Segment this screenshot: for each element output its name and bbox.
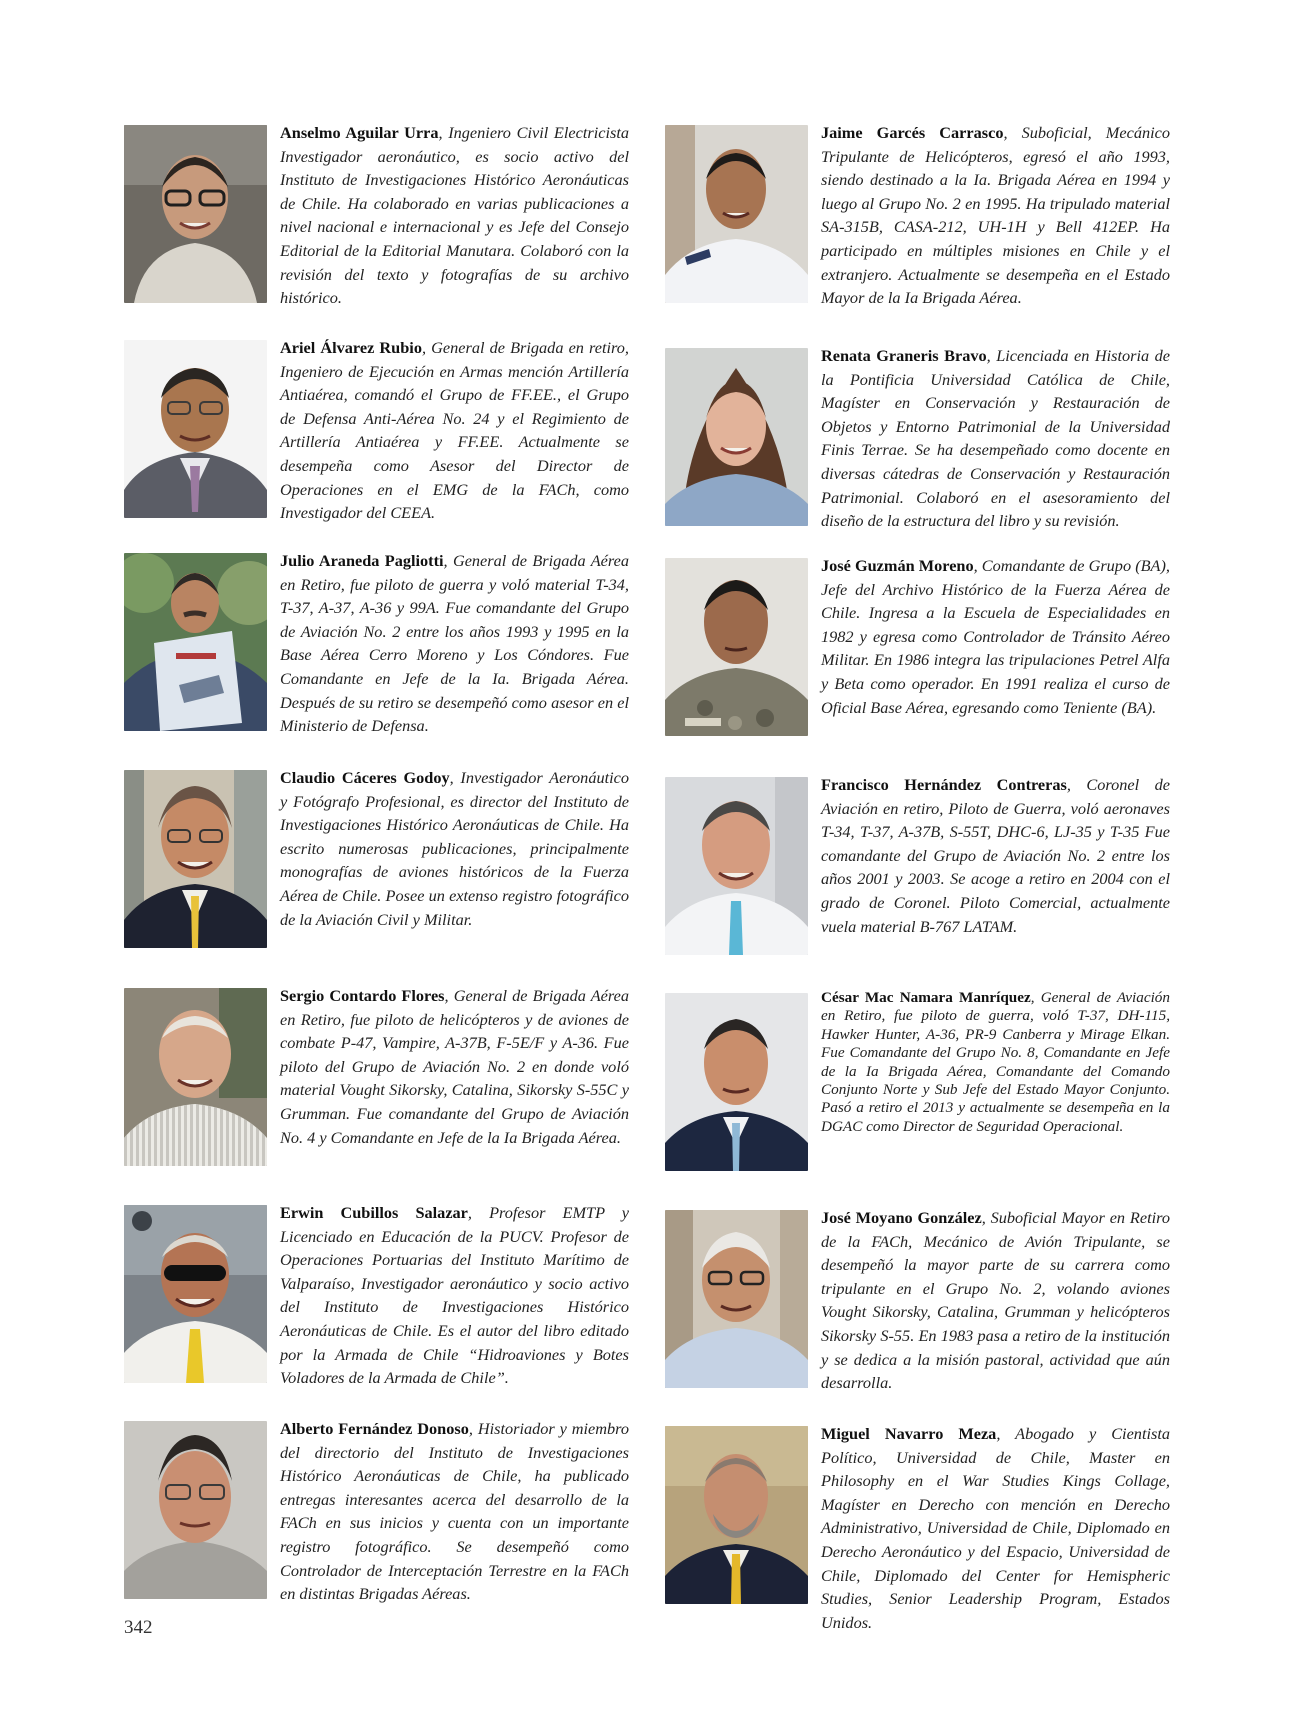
portrait-photo: [124, 340, 267, 518]
person-name: Renata Graneris Bravo: [821, 346, 987, 365]
person-description: Historiador y miembro del directorio del Instituto de Investigaciones Histórico Aeronáuticas de Chile, ha publicado entregas interesantes acerca del desarrollo de la FACh en sus inicios y cuenta con un importante registro fotográfico. Se desempeñó como Controlador de Interceptación Terrestre en la FACh en distintas Brigadas Aéreas.: [280, 1419, 630, 1604]
person-description: General de Brigada Aérea en Retiro, fue piloto de helicópteros y de aviones de combate P-47, Vampire, A-37B, F-5E/F y A-36. Fue piloto del Grupo de Aviación No. 2 en donde voló material Vought Sikorsky, Catalina, Sikorsky S-55C y Grumman. Fue comandante del Grupo de Aviación No. 4 y Comandante en Jefe de la Ia Brigada Aérea.: [280, 986, 629, 1147]
person-name: José Moyano González: [821, 1208, 982, 1227]
portrait-photo: [665, 1426, 808, 1604]
portrait-photo: [665, 777, 808, 955]
person-description: Profesor EMTP y Licenciado en Educación de la PUCV. Profesor de Operaciones Portuarias del Instituto Marítimo de Valparaíso, Investigador aeronáutico y socio activo del Instituto de Investigaciones Histórico Aeronáuticas de Chile. Es el autor del libro editado por la Armada de Chile “Hidroaviones y Botes Voladores de la Armada de Chile”.: [280, 1203, 630, 1388]
portrait-photo: [124, 553, 267, 731]
person-name: Julio Araneda Pagliotti: [280, 551, 444, 570]
person-name: Alberto Fernández Donoso: [280, 1419, 469, 1438]
person-description: Suboficial, Mecánico Tripulante de Helicópteros, egresó el año 1993, siendo destinado a la Ia. Brigada Aérea en 1994 y luego al Grupo No. 2 en 1995. Ha tripulado material SA-315B, CASA-212, UH-1H y Bell 412EP. Ha participado en múltiples misiones en Chile y el extranjero. Actualmente se desempeña en el Estado Mayor de la Ia Brigada Aérea.: [821, 123, 1170, 308]
portrait-photo: [124, 1421, 267, 1599]
person-description: Investigador Aeronáutico y Fotógrafo Profesional, es director del Instituto de Investigaciones Histórico Aeronáuticas de Chile. Ha escrito numerosas publicaciones, principalmente monografías de aviones históricos de la Fuerza Aérea de Chile. Posee un extenso registro fotográfico de la Aviación Civil y Militar.: [280, 768, 630, 929]
portrait-photo: [665, 125, 808, 303]
portrait-photo: [665, 993, 808, 1171]
portrait-photo: [124, 1205, 267, 1383]
person-description: Licenciada en Historia de la Pontificia Universidad Católica de Chile, Magíster en Conservación y Restauración de Objetos y Entorno Patrimonial de la Universidad Finis Terrae. Se ha desempeñado como docente en diversas cátedras de Conservación y Restauración Patrimonial. Colaboró en el asesoramiento del diseño de la estructura del libro y su revisión.: [821, 346, 1170, 531]
person-name: Sergio Contardo Flores: [280, 986, 445, 1005]
person-description: Abogado y Cientista Político, Universidad de Chile, Master en Philosophy en el War Studies Kings Collage, Magíster en Derecho con mención en Derecho Administrativo, Universidad de Chile, Diplomado en Derecho Aeronáutico y del Espacio, Universidad de Chile, Diplomado del Center for Hemispheric Studies, Senior Leadership Program, Estados Unidos.: [821, 1424, 1170, 1632]
page-number: 342: [124, 1617, 153, 1638]
person-description: Coronel de Aviación en retiro, Piloto de Guerra, voló aeronaves T-34, T-37, A-37B, S-55T, DHC-6, LJ-35 y T-35 Fue comandante del Grupo de Aviación No. 2 entre los años 2001 y 2003. Se acoge a retiro en 2004 con el grado de Coronel. Piloto Comercial, actualmente vuela material B-767 LATAM.: [821, 775, 1171, 936]
person-name: Francisco Hernández Contreras: [821, 775, 1067, 794]
portrait-photo: [124, 988, 267, 1166]
person-description: Ingeniero Civil Electricista Investigador aeronáutico, es socio activo del Instituto de Investigaciones Histórico Aeronáuticas de Chile. Ha colaborado en varias publicaciones a nivel nacional e internacional y es Jefe del Consejo Editorial de la Editorial Manutara. Colaboró con la revisión del texto y fotografías de su archivo histórico.: [280, 123, 629, 308]
person-name: Ariel Álvarez Rubio: [280, 338, 422, 357]
person-name: Claudio Cáceres Godoy: [280, 768, 450, 787]
person-name: Miguel Navarro Meza: [821, 1424, 997, 1443]
person-name: Erwin Cubillos Salazar: [280, 1203, 468, 1222]
person-name: Jaime Garcés Carrasco: [821, 123, 1004, 142]
person-description: Suboficial Mayor en Retiro de la FACh, Mecánico de Avión Tripulante, se desempeñó la mayor parte de su carrera como tripulante en el Grupo No. 2, volando aviones Vought Sikorsky, Catalina, Grumman y helicópteros Sikorsky S-55. En 1983 pasa a retiro de la institución y se dedica a la misión pastoral, actividad que aún desarrolla.: [821, 1208, 1170, 1393]
person-description: General de Aviación en Retiro, fue piloto de guerra, voló T-37, DH-115, Hawker Hunter, A-36, PR-9 Canberra y Mirage Elkan. Fue Comandante del Grupo No. 8, Comandante en Jefe de la Ia Brigada Aérea, Comandante del Comando Conjunto Norte y Sub Jefe del Estado Mayor Conjunto. Pasó a retiro el 2013 y actualmente se desempeña en la DGAC como Director de Seguridad Operacional.: [821, 989, 1170, 1135]
portrait-photo: [665, 1210, 808, 1388]
portrait-photo: [124, 770, 267, 948]
portrait-photo: [665, 558, 808, 736]
person-description: General de Brigada Aérea en Retiro, fue piloto de guerra y voló material T-34, T-37, A-37, A-36 y 99A. Fue comandante del Grupo de Aviación No. 2 entre los años 1993 y 1995 en la Base Aérea Cerro Moreno y Los Cóndores. Fue Comandante en Jefe de la Ia. Brigada Aérea. Después de su retiro se desempeñó como asesor en el Ministerio de Defensa.: [280, 551, 629, 736]
person-description: Comandante de Grupo (BA), Jefe del Archivo Histórico de la Fuerza Aérea de Chile. Ingresa a la Escuela de Especialidades en 1982 y egresa como Controlador de Tránsito Aéreo Militar. En 1986 integra las tripulaciones Petrel Alfa y Beta como operador. En 1991 realiza el curso de Oficial Base Aérea, egresando como Teniente (BA).: [821, 556, 1170, 717]
person-name: Anselmo Aguilar Urra: [280, 123, 439, 142]
person-description: General de Brigada en retiro, Ingeniero de Ejecución en Armas mención Artillería Antiaérea, comandó el Grupo de FF.EE., el Grupo de Defensa Anti-Aérea No. 24 y el Regimiento de Artillería Antiaérea y FF.EE. Actualmente se desempeña como Asesor del Director de Operaciones en el EMG de la FACh, como Investigador del CEEA.: [280, 338, 629, 523]
portrait-photo: [665, 348, 808, 526]
person-name: César Mac Namara Manríquez: [821, 989, 1031, 1006]
person-name: José Guzmán Moreno: [821, 556, 974, 575]
portrait-photo: [124, 125, 267, 303]
